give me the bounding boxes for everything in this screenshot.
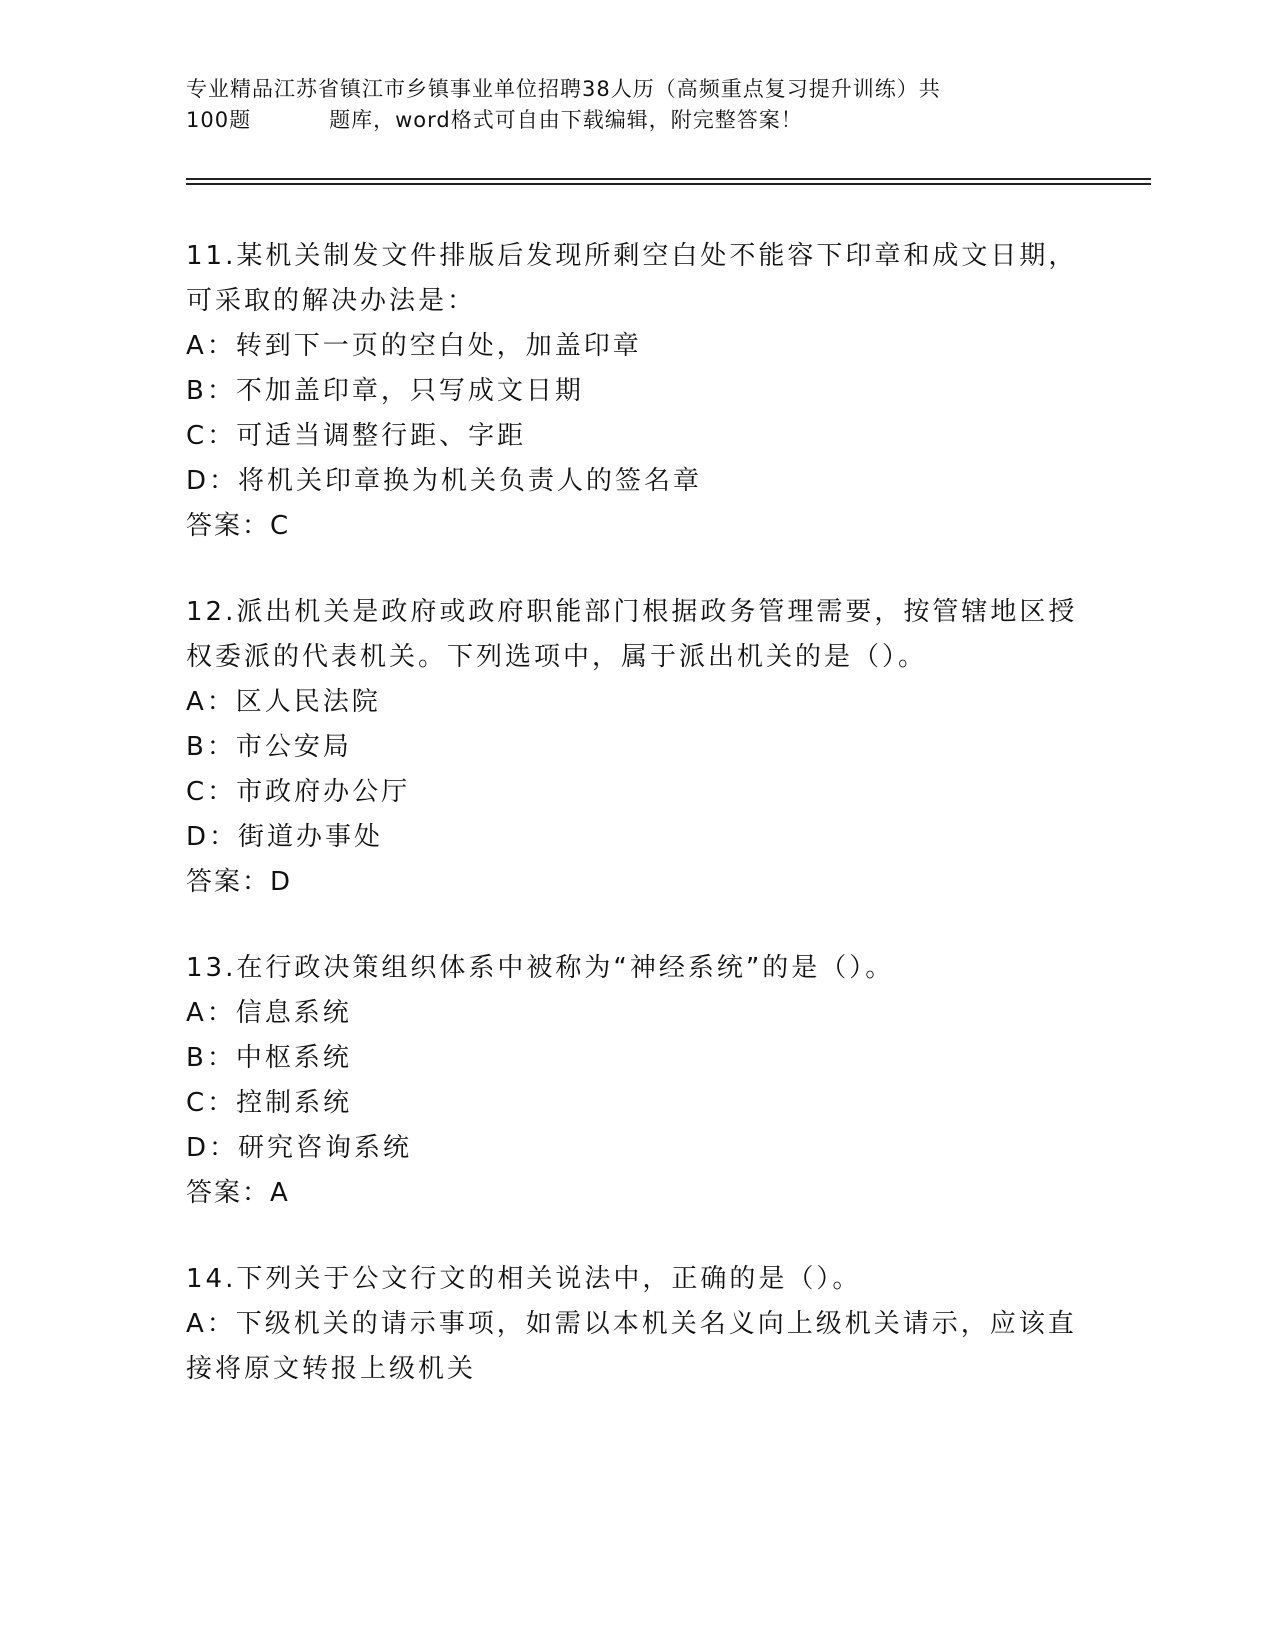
- option-a-continued: 接将原文转报上级机关: [186, 1354, 477, 1384]
- document-header: [186, 74, 1106, 136]
- option-d: D：街道办事处: [186, 822, 384, 852]
- option-a: A：信息系统: [186, 998, 352, 1028]
- question-stem-line: 11.某机关制发文件排版后发现所剩空白处不能容下印章和成文日期，: [186, 241, 1078, 271]
- option-b: B：不加盖印章，只写成文日期: [186, 376, 584, 406]
- header-spacer: [251, 105, 329, 136]
- header-divider-bottom: [186, 183, 1151, 185]
- header-line-2-left: 100题: [186, 108, 252, 132]
- question-stem-line: 12.派出机关是政府或政府职能部门根据政务管理需要，按管辖地区授: [186, 597, 1078, 627]
- answer: 答案：C: [186, 511, 291, 541]
- question-stem-line: 权委派的代表机关。下列选项中，属于派出机关的是（）。: [186, 642, 928, 672]
- option-a: A：下级机关的请示事项，如需以本机关名义向上级机关请示，应该直: [186, 1309, 1077, 1339]
- option-d: D：将机关印章换为机关负责人的签名章: [186, 466, 703, 496]
- option-a: A：转到下一页的空白处，加盖印章: [186, 331, 642, 361]
- question-list: [186, 234, 1086, 1433]
- question-stem-line: 可采取的解决办法是：: [186, 286, 477, 316]
- option-b: B：中枢系统: [186, 1043, 352, 1073]
- question-12: [186, 590, 1086, 905]
- question-11: [186, 234, 1086, 549]
- option-d: D：研究咨询系统: [186, 1133, 413, 1163]
- header-divider-top: [186, 178, 1151, 180]
- answer: 答案：A: [186, 1178, 290, 1208]
- header-line-2: [186, 105, 1106, 136]
- option-c: C：市政府办公厅: [186, 777, 411, 807]
- option-c: C：可适当调整行距、字距: [186, 421, 527, 451]
- header-line-2-right: 题库，word格式可自由下载编辑，附完整答案！: [329, 108, 803, 132]
- header-line-1: 专业精品江苏省镇江市乡镇事业单位招聘38人历（高频重点复习提升训练）共: [186, 77, 941, 101]
- option-b: B：市公安局: [186, 732, 352, 762]
- question-stem-line: 13.在行政决策组织体系中被称为“神经系统”的是（）。: [186, 953, 895, 983]
- question-14: [186, 1257, 1086, 1392]
- question-13: [186, 946, 1086, 1216]
- option-a: A：区人民法院: [186, 687, 381, 717]
- question-stem-line: 14.下列关于公文行文的相关说法中，正确的是（）。: [186, 1264, 862, 1294]
- answer: 答案：D: [186, 867, 293, 897]
- option-c: C：控制系统: [186, 1088, 353, 1118]
